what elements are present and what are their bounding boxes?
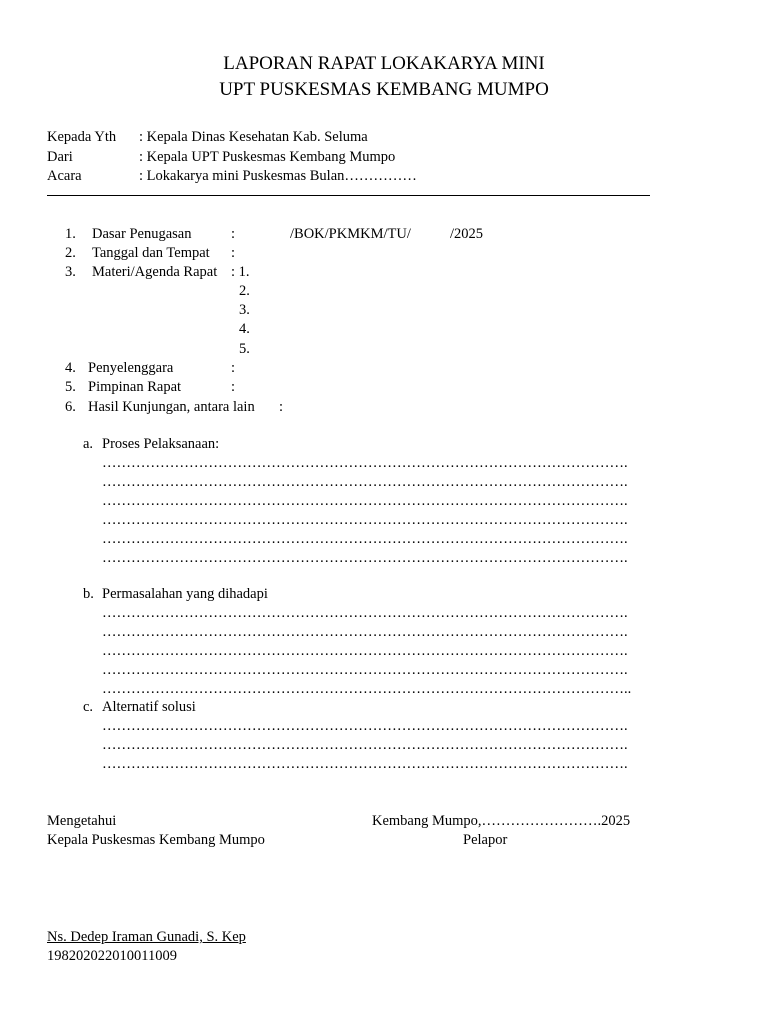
item-4-number: 4.: [65, 360, 76, 376]
penyelenggara-label: Penyelenggara: [88, 360, 174, 376]
dotted-line: ……………………………………………………………………………………………….: [102, 493, 628, 509]
pimpinan-rapat-label: Pimpinan Rapat: [88, 379, 182, 395]
dotted-line: ………………………………………………………………………………………………..: [102, 681, 632, 697]
agenda-item-5: 5.: [239, 341, 250, 357]
dotted-line: ……………………………………………………………………………………………….: [102, 624, 628, 640]
item-6-number: 6.: [65, 399, 76, 415]
pimpinan-rapat-colon: :: [231, 379, 236, 395]
kepada-value: : Kepala Dinas Kesehatan Kab. Seluma: [139, 129, 368, 145]
dotted-line: ……………………………………………………………………………………………….: [102, 474, 628, 490]
dasar-penugasan-year: /2025: [450, 226, 484, 242]
dotted-line: ……………………………………………………………………………………………….: [102, 756, 628, 772]
item-1-number: 1.: [65, 226, 76, 242]
report-title-line2: UPT PUSKESMAS KEMBANG MUMPO: [219, 79, 549, 100]
item-3-number: 3.: [65, 264, 76, 280]
agenda-item-3: 3.: [239, 302, 250, 318]
hasil-kunjungan-colon: :: [279, 399, 284, 415]
dotted-line: ……………………………………………………………………………………………….: [102, 737, 628, 753]
penyelenggara-colon: :: [231, 360, 236, 376]
item-2-number: 2.: [65, 245, 76, 261]
section-a-marker: a.: [83, 436, 94, 452]
materi-agenda-colon: : 1.: [231, 264, 250, 280]
section-a-label: Proses Pelaksanaan:: [102, 436, 220, 452]
kepala-puskesmas-label: Kepala Puskesmas Kembang Mumpo: [47, 832, 265, 848]
dasar-penugasan-colon: :: [231, 226, 236, 242]
acara-label: Acara: [47, 168, 82, 184]
dotted-line: ……………………………………………………………………………………………….: [102, 512, 628, 528]
mengetahui-label: Mengetahui: [47, 813, 117, 829]
item-5-number: 5.: [65, 379, 76, 395]
materi-agenda-label: Materi/Agenda Rapat: [92, 264, 218, 280]
dotted-line: ……………………………………………………………………………………………….: [102, 718, 628, 734]
header-divider: [47, 195, 650, 196]
dari-label: Dari: [47, 149, 73, 165]
section-b-marker: b.: [83, 586, 94, 602]
agenda-item-4: 4.: [239, 321, 250, 337]
dotted-line: ……………………………………………………………………………………………….: [102, 550, 628, 566]
dasar-penugasan-ref: /BOK/PKMKM/TU/: [290, 226, 411, 242]
agenda-item-2: 2.: [239, 283, 250, 299]
signatory-nip: 198202022010011009: [47, 948, 177, 964]
hasil-kunjungan-label: Hasil Kunjungan, antara lain: [88, 399, 255, 415]
pelapor-label: Pelapor: [463, 832, 508, 848]
section-b-label: Permasalahan yang dihadapi: [102, 586, 268, 602]
dari-value: : Kepala UPT Puskesmas Kembang Mumpo: [139, 149, 396, 165]
dotted-line: ……………………………………………………………………………………………….: [102, 662, 628, 678]
section-c-label: Alternatif solusi: [102, 699, 196, 715]
kepada-label: Kepada Yth: [47, 129, 117, 145]
tanggal-tempat-label: Tanggal dan Tempat: [92, 245, 210, 261]
report-title-line1: LAPORAN RAPAT LOKAKARYA MINI: [223, 53, 545, 74]
dotted-line: ……………………………………………………………………………………………….: [102, 605, 628, 621]
dotted-line: ……………………………………………………………………………………………….: [102, 643, 628, 659]
section-c-marker: c.: [83, 699, 94, 715]
place-date: Kembang Mumpo,…………………….2025: [372, 813, 631, 829]
tanggal-tempat-colon: :: [231, 245, 236, 261]
acara-value: : Lokakarya mini Puskesmas Bulan……………: [139, 168, 417, 184]
dasar-penugasan-label: Dasar Penugasan: [92, 226, 192, 242]
signatory-name: Ns. Dedep Iraman Gunadi, S. Kep: [47, 929, 246, 945]
dotted-line: ……………………………………………………………………………………………….: [102, 531, 628, 547]
dotted-line: ……………………………………………………………………………………………….: [102, 455, 628, 471]
